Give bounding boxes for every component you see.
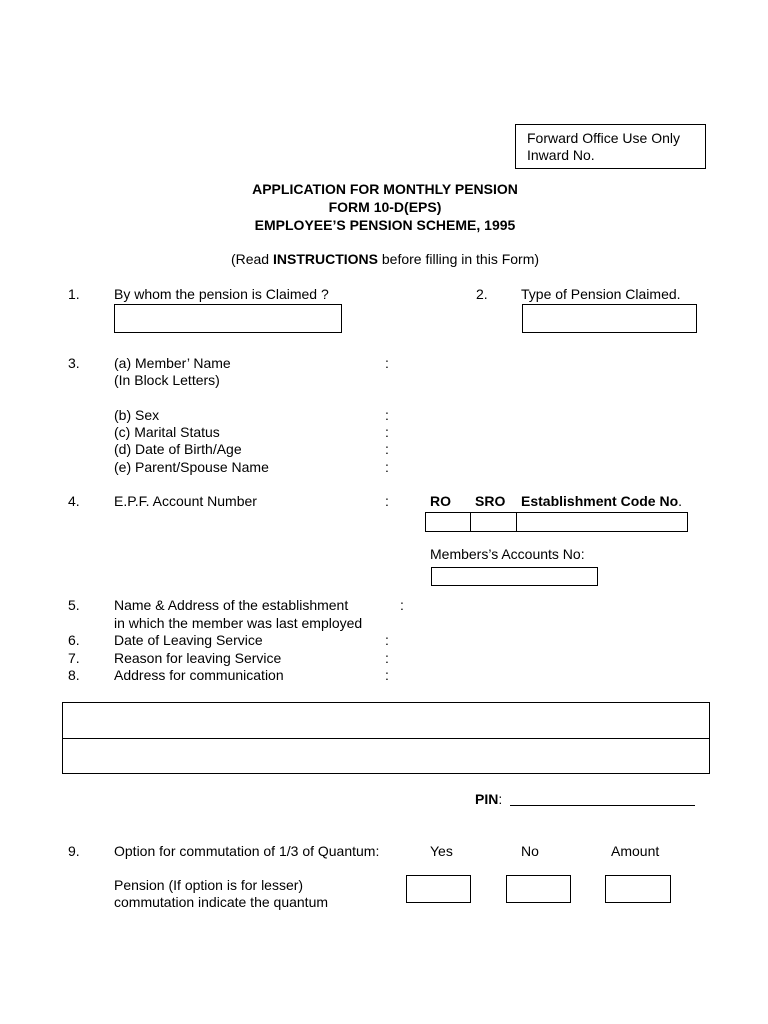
members-accounts-input[interactable] xyxy=(431,567,598,586)
pension-type-input[interactable] xyxy=(522,304,697,333)
establishment-address-label-2: in which the member was last employed xyxy=(114,615,363,631)
leaving-reason-label: Reason for leaving Service xyxy=(114,650,282,666)
no-label: No xyxy=(521,843,539,859)
block-letters-note: (In Block Letters) xyxy=(114,372,220,388)
read-prefix: (Read xyxy=(230,251,273,267)
establishment-address-colon: : xyxy=(400,597,404,613)
establishment-code-text: Establishment Code No xyxy=(521,493,679,509)
q1-number: 1. xyxy=(68,286,80,302)
commutation-sub-label-1: Pension (If option is for lesser) xyxy=(114,877,304,893)
establishment-code-dot: . xyxy=(678,493,683,509)
establishment-code-input[interactable] xyxy=(516,512,688,532)
read-instructions-note xyxy=(0,251,768,268)
yes-input[interactable] xyxy=(406,875,471,903)
yes-label: Yes xyxy=(430,843,453,859)
q2-label: Type of Pension Claimed. xyxy=(521,286,681,302)
leaving-reason-colon: : xyxy=(385,650,389,666)
ro-header: RO xyxy=(430,493,451,509)
members-accounts-label: Members’s Accounts No: xyxy=(430,546,585,562)
epf-account-label: E.P.F. Account Number xyxy=(114,493,257,509)
q6-number: 6. xyxy=(68,632,80,648)
commutation-option-label: Option for commutation of 1/3 of Quantum: xyxy=(114,843,380,859)
q9-number: 9. xyxy=(68,843,80,859)
parent-spouse-label: (e) Parent/Spouse Name xyxy=(114,459,269,475)
marital-status-colon: : xyxy=(385,424,389,440)
leaving-date-colon: : xyxy=(385,632,389,648)
pin-label xyxy=(475,791,502,808)
epf-account-colon: : xyxy=(385,493,389,509)
member-name-colon: : xyxy=(385,355,389,371)
member-name-label: (a) Member’ Name xyxy=(114,355,231,371)
parent-spouse-colon: : xyxy=(385,459,389,475)
amount-input[interactable] xyxy=(605,875,671,903)
q1-label: By whom the pension is Claimed ? xyxy=(114,286,329,302)
pin-input-line[interactable] xyxy=(510,791,695,806)
form-title: APPLICATION FOR MONTHLY PENSION xyxy=(252,181,518,197)
q5-number: 5. xyxy=(68,597,80,613)
dob-age-colon: : xyxy=(385,441,389,457)
amount-label: Amount xyxy=(611,843,660,859)
q4-number: 4. xyxy=(68,493,80,509)
sex-colon: : xyxy=(385,407,389,423)
pin-text: PIN xyxy=(475,791,499,807)
communication-address-label: Address for communication xyxy=(114,667,284,683)
form-number: FORM 10-D(EPS) xyxy=(328,199,442,215)
dob-age-label: (d) Date of Birth/Age xyxy=(114,441,242,457)
pin-colon: : xyxy=(498,791,503,807)
inward-no-label: Inward No. xyxy=(527,147,595,163)
q3-number: 3. xyxy=(68,355,80,371)
establishment-address-label: Name & Address of the establishment xyxy=(114,597,349,613)
sro-header: SRO xyxy=(475,493,506,509)
establishment-code-header xyxy=(521,493,682,510)
q8-number: 8. xyxy=(68,667,80,683)
q2-number: 2. xyxy=(476,286,488,302)
commutation-sub-label-2: commutation indicate the quantum xyxy=(114,894,329,910)
leaving-date-label: Date of Leaving Service xyxy=(114,632,263,648)
sro-input[interactable] xyxy=(470,512,517,532)
communication-address-colon: : xyxy=(385,667,389,683)
no-input[interactable] xyxy=(506,875,571,903)
address-line-1-input[interactable] xyxy=(62,702,710,739)
ro-input[interactable] xyxy=(425,512,471,532)
q7-number: 7. xyxy=(68,650,80,666)
read-suffix: before filling in this Form) xyxy=(377,251,540,267)
scheme-name: EMPLOYEE’S PENSION SCHEME, 1995 xyxy=(254,217,516,233)
claimed-by-input[interactable] xyxy=(114,304,342,333)
office-use-label: Forward Office Use Only xyxy=(527,130,681,146)
address-line-2-input[interactable] xyxy=(62,738,710,774)
instructions-word: INSTRUCTIONS xyxy=(272,251,378,267)
marital-status-label: (c) Marital Status xyxy=(114,424,220,440)
sex-label: (b) Sex xyxy=(114,407,160,423)
